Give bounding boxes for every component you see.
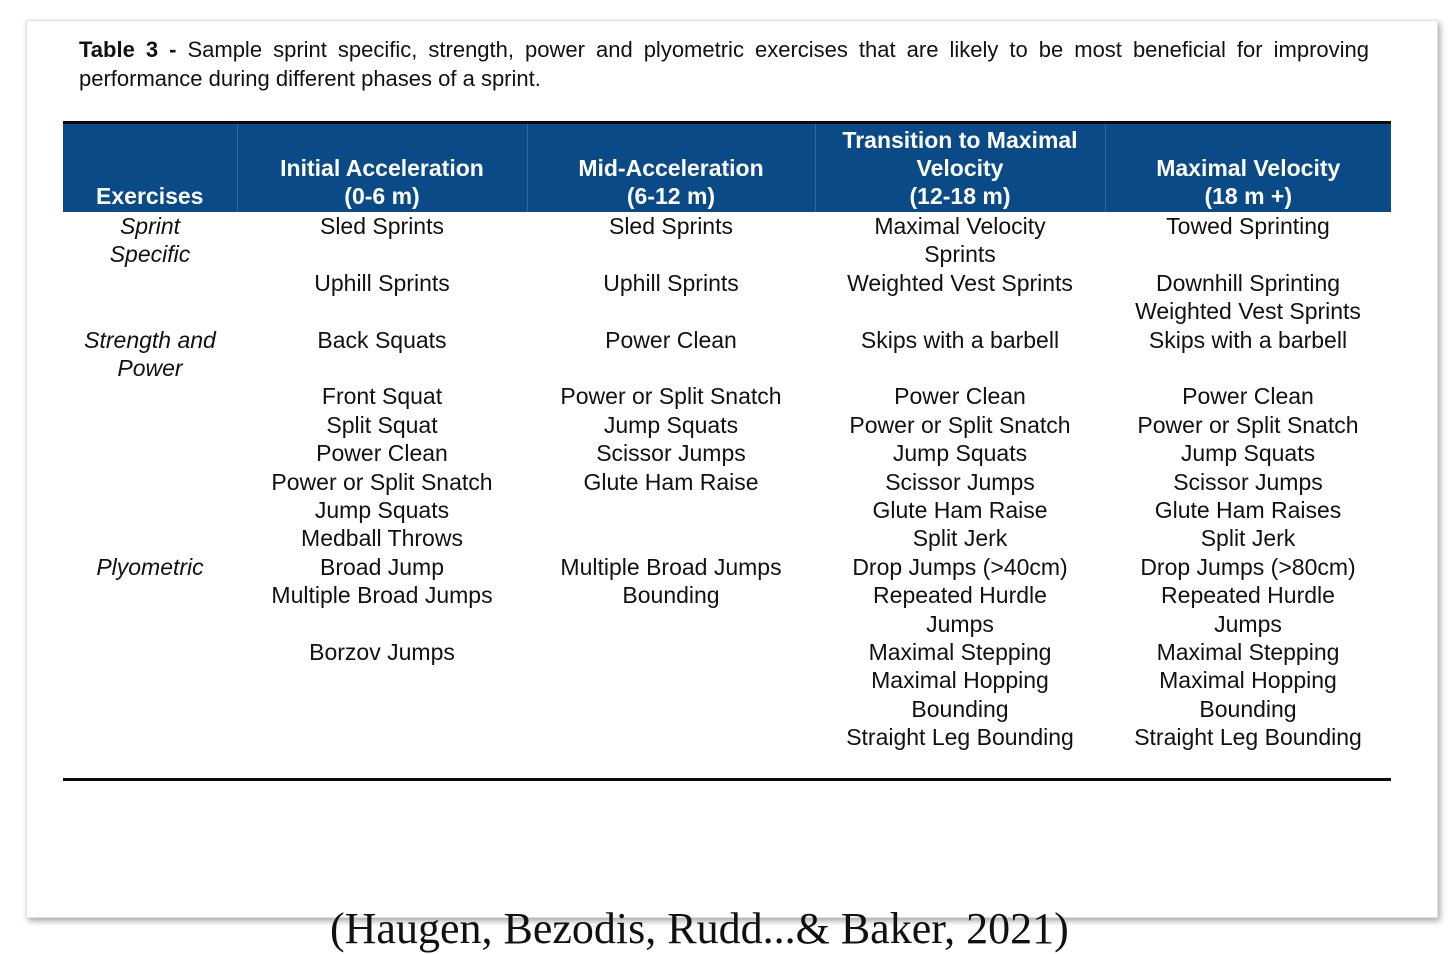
exercise-item: Broad Jump: [319, 553, 444, 580]
column-header: [527, 123, 815, 213]
column-header: [63, 123, 237, 213]
table-cell: [527, 326, 815, 553]
column-header: [237, 123, 527, 213]
row-category-line: Plyometric: [96, 553, 204, 580]
exercise-item: Jump Squats: [892, 440, 1028, 467]
exercise-item: Bounding: [1199, 695, 1297, 722]
table-cell: [815, 326, 1105, 553]
table-cell: [1105, 326, 1391, 553]
exercise-item: Maximal Hopping: [871, 667, 1049, 694]
exercise-item: Sled Sprints: [319, 213, 444, 239]
column-header-line: Mid-Acceleration: [578, 155, 764, 181]
exercise-item: Power Clean: [894, 383, 1026, 410]
exercise-item: Weighted Vest Sprints: [1135, 298, 1361, 325]
exercise-item: Jumps: [1214, 610, 1282, 637]
exercise-item: Power or Split Snatch: [1137, 411, 1359, 438]
column-header-line: Velocity: [916, 155, 1004, 181]
exercise-item: Jumps: [926, 610, 994, 637]
table-row: [63, 326, 1391, 553]
caption-text: Sample sprint specific, strength, power and plyometric exercises that are likely to be most beneficial for improving performance during different phases of a sprint.: [79, 37, 1369, 91]
exercise-item: Straight Leg Bounding: [846, 724, 1074, 751]
cell-group-gap: [241, 354, 523, 382]
exercise-item: Bounding: [622, 582, 720, 609]
row-category-line: Sprint: [119, 213, 181, 239]
table-cell: [1105, 553, 1391, 778]
exercise-item: Glute Ham Raises: [1154, 497, 1342, 524]
exercise-item: Glute Ham Raise: [872, 497, 1048, 524]
row-category-label: [63, 326, 237, 553]
exercise-item: Towed Sprinting: [1166, 213, 1330, 239]
table-cell: [237, 212, 527, 326]
column-header-line: Maximal Velocity: [1156, 155, 1341, 181]
exercise-item: Maximal Stepping: [1156, 639, 1340, 666]
exercise-item: Downhill Sprinting: [1155, 269, 1341, 296]
exercise-item: Uphill Sprints: [603, 269, 739, 296]
exercise-item: Repeated Hurdle: [1161, 582, 1335, 609]
exercise-item: Maximal Hopping: [1159, 667, 1337, 694]
exercise-item: Power Clean: [316, 440, 448, 467]
exercise-item: Scissor Jumps: [885, 468, 1035, 495]
exercise-item: Medball Throws: [301, 525, 463, 552]
cell-group-gap: [819, 354, 1101, 382]
citation-footer: (Haugen, Bezodis, Rudd...& Baker, 2021): [330, 904, 1069, 953]
exercise-item: Power Clean: [1182, 383, 1314, 410]
exercise-item: Straight Leg Bounding: [1134, 724, 1362, 751]
exercise-item: Split Jerk: [912, 525, 1008, 552]
column-header-line: (0-6 m): [344, 183, 420, 209]
row-category-label: [63, 212, 237, 326]
exercise-item: Drop Jumps (>80cm): [1140, 553, 1356, 580]
exercise-item: Borzov Jumps: [309, 639, 455, 666]
table-row: [63, 212, 1391, 326]
table-body: [63, 212, 1391, 778]
column-header-line: (12-18 m): [909, 183, 1011, 209]
cell-group-gap: [531, 354, 811, 382]
column-header-line: Transition to Maximal: [842, 127, 1078, 153]
cell-group-gap: [241, 240, 523, 268]
table-header-row: [63, 123, 1391, 213]
table-cell: [527, 553, 815, 778]
column-header: [815, 123, 1105, 213]
exercise-item: Sprints: [924, 241, 996, 268]
exercise-item: Uphill Sprints: [314, 269, 450, 296]
exercise-item: Power or Split Snatch: [560, 383, 782, 410]
table-cell: [237, 326, 527, 553]
cell-group-gap: [1109, 354, 1387, 382]
column-header-line: Exercises: [96, 183, 204, 209]
exercise-item: Power or Split Snatch: [849, 411, 1071, 438]
exercise-item: Sled Sprints: [608, 213, 733, 239]
exercise-item: Back Squats: [317, 326, 447, 353]
exercise-item: Multiple Broad Jumps: [560, 553, 782, 580]
exercise-item: Jump Squats: [314, 497, 450, 524]
exercise-item: Skips with a barbell: [1148, 326, 1348, 353]
exercise-item: Power or Split Snatch: [271, 468, 493, 495]
exercise-item: Glute Ham Raise: [583, 468, 759, 495]
caption-label: Table 3 -: [79, 37, 177, 62]
exercise-item: Weighted Vest Sprints: [847, 269, 1073, 296]
row-category-line: Strength and: [84, 326, 216, 353]
column-header-line: (6-12 m): [626, 183, 716, 209]
cell-group-gap: [531, 240, 811, 268]
exercise-item: Front Squat: [321, 383, 443, 410]
exercise-item: Scissor Jumps: [596, 440, 746, 467]
row-category-line: Power: [117, 355, 183, 382]
cell-group-gap: [1109, 240, 1387, 268]
exercise-item: Scissor Jumps: [1173, 468, 1323, 495]
exercise-item: Bounding: [911, 695, 1009, 722]
exercise-table: [63, 121, 1391, 778]
table-row: [63, 553, 1391, 778]
table-caption: [79, 35, 1369, 93]
table-cell: [237, 553, 527, 778]
exercise-item: Jump Squats: [1180, 440, 1316, 467]
exercise-item: Power Clean: [605, 326, 737, 353]
exercise-table-wrapper: [63, 121, 1391, 781]
cell-group-gap: [241, 610, 523, 638]
table-cell: [1105, 212, 1391, 326]
table-bottom-rule: [63, 778, 1391, 781]
exercise-item: Repeated Hurdle: [873, 582, 1047, 609]
column-header: [1105, 123, 1391, 213]
column-header-line: (18 m +): [1204, 183, 1293, 209]
document-card: [26, 20, 1438, 918]
table-cell: [815, 212, 1105, 326]
exercise-item: Maximal Stepping: [868, 639, 1052, 666]
exercise-item: Split Squat: [326, 411, 438, 438]
exercise-item: Drop Jumps (>40cm): [852, 553, 1068, 580]
table-cell: [527, 212, 815, 326]
row-category-line: Specific: [109, 241, 191, 268]
exercise-item: Maximal Velocity: [874, 213, 1046, 239]
exercise-item: Jump Squats: [603, 411, 739, 438]
table-cell: [815, 553, 1105, 778]
column-header-line: Initial Acceleration: [280, 155, 484, 181]
row-category-label: [63, 553, 237, 778]
exercise-item: Skips with a barbell: [860, 326, 1060, 353]
exercise-item: Split Jerk: [1200, 525, 1296, 552]
exercise-item: Multiple Broad Jumps: [271, 582, 493, 609]
